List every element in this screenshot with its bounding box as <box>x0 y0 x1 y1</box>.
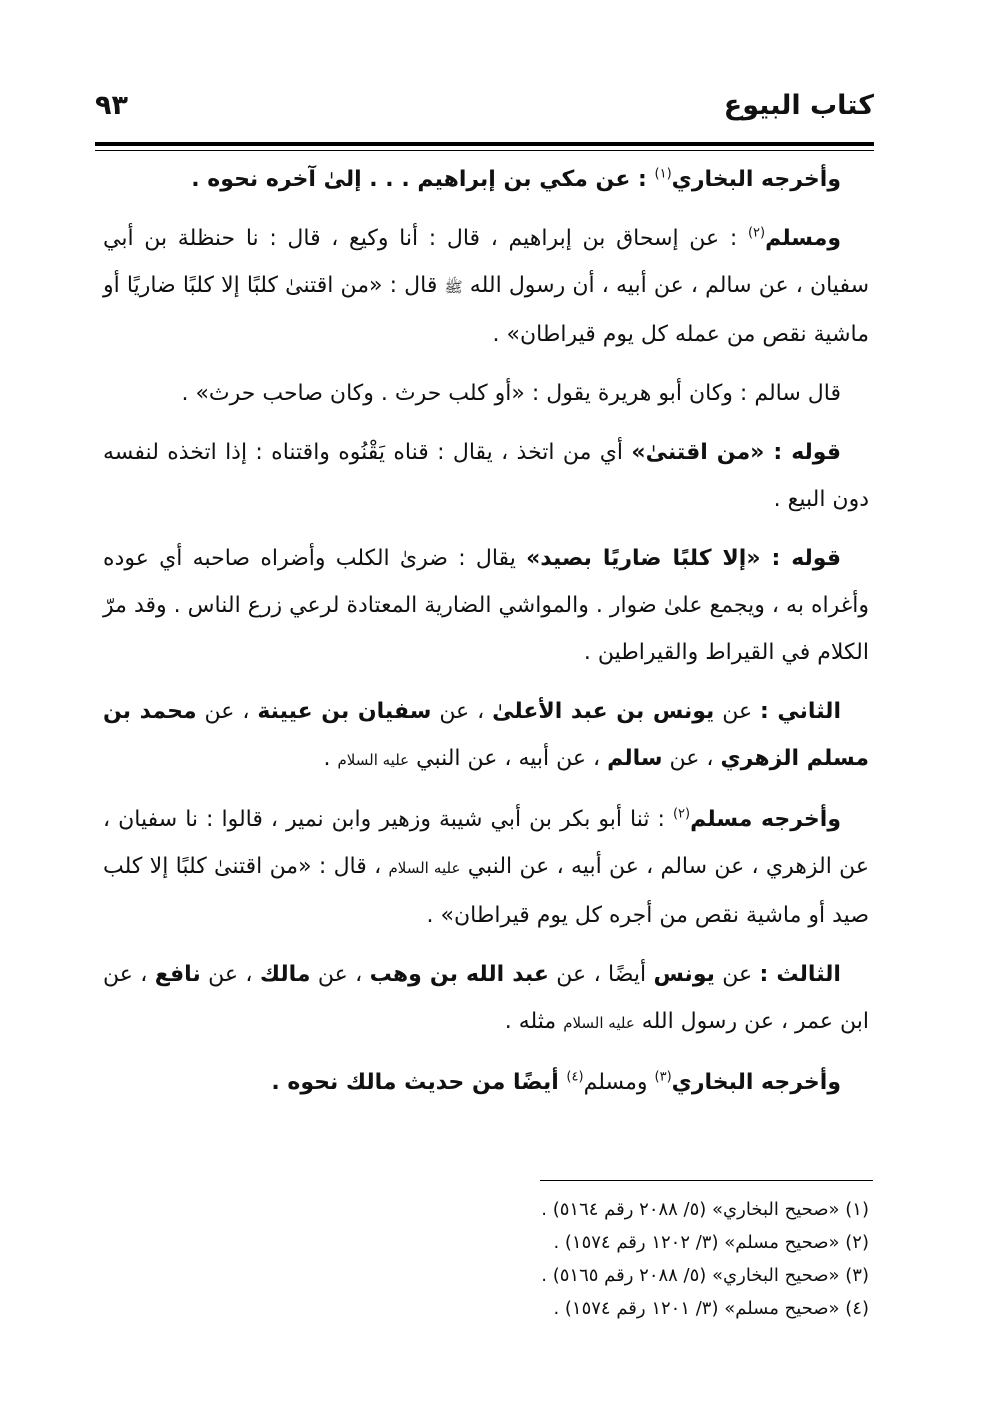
footnote-ref: (٣) <box>654 1069 672 1085</box>
footnote-3: (٣) «صحيح البخاري» (٥/ ٢٠٨٨ رقم ٥١٦٥) . <box>541 1265 869 1286</box>
paragraph-5 <box>103 535 869 676</box>
book-title: كتاب البيوع <box>723 90 874 121</box>
footnote-4: (٤) «صحيح مسلم» (٣/ ١٢٠١ رقم ١٥٧٤) . <box>553 1298 869 1319</box>
paragraph-text: عن <box>714 962 760 987</box>
paragraph-text: : عن إسحاق بن إبراهيم ، قال : أنا وكيع ، قال : نا حنظلة بن أبي سفيان ، عن سالم ، عن أبيه ، أن رسول الله <box>103 226 870 298</box>
footnote-ref: (٢) <box>747 225 766 241</box>
paragraph-lead: وأخرجه البخاري <box>671 1070 841 1095</box>
footnote-1: (١) «صحيح البخاري» (٥/ ٢٠٨٨ رقم ٥١٦٤) . <box>541 1199 869 1220</box>
narrator-name: يونس <box>653 962 715 987</box>
paragraph-8 <box>103 951 869 1047</box>
narrator-name: سفيان بن عيينة <box>257 699 432 724</box>
paragraph-lead: قوله : «من اقتنىٰ» <box>631 440 841 465</box>
paragraph-lead: الثالث : <box>759 962 841 987</box>
paragraph-lead: قوله : «إلا كلبًا ضاريًا بصيد» <box>526 546 841 571</box>
paragraph-text: ، قال : «من اقتنىٰ كلبًا إلا كلب صيد أو ماشية نقص من أجره كل يوم قيراطان» . <box>103 854 869 928</box>
narrator-name: يونس بن عبد الأعلىٰ <box>492 699 715 724</box>
honorific-glyph: عليه السلام <box>337 751 410 769</box>
honorific-glyph: عليه السلام <box>388 859 461 877</box>
paragraph-6 <box>103 688 869 784</box>
paragraph-lead: وأخرجه مسلم <box>690 807 841 832</box>
footnote-separator <box>540 1180 873 1181</box>
honorific-glyph: عليه السلام <box>563 1014 635 1032</box>
footnote-2: (٢) «صحيح مسلم» (٣/ ١٢٠٢ رقم ١٥٧٤) . <box>553 1232 869 1253</box>
paragraph-text: . <box>323 746 338 771</box>
paragraph-text: قال : «من اقتنىٰ كلبًا إلا كلبًا ضاريًا أو ماشية نقص من عمله كل يوم قيراطان» . <box>103 273 869 347</box>
paragraph-text: ومسلم <box>583 1070 655 1095</box>
page-number: ٩٣ <box>95 90 128 121</box>
paragraph-lead: وأخرجه البخاري <box>671 167 841 192</box>
header-rule-thin <box>95 150 874 151</box>
paragraph-text: يقال : ضرىٰ الكلب وأضراه صاحبه أي عوده وأغراه به ، ويجمع علىٰ ضوار . والمواشي الضارية المعتادة لرعي زرع الناس . وقد مرّ الكلام في القيراط والقيراطين . <box>103 546 869 665</box>
paragraph-text: ، عن <box>196 699 258 724</box>
paragraph-text: ، عن <box>200 962 260 987</box>
paragraph-text: أي من اتخذ ، يقال : قناه يَقْنُوه واقتناه : إذا اتخذه لنفسه دون البيع . <box>103 440 869 512</box>
footnote-ref: (١) <box>654 166 672 182</box>
paragraph-text: ، عن أبيه ، عن النبي <box>409 746 608 771</box>
paragraph-text: قال سالم : وكان أبو هريرة يقول : «أو كلب حرث . وكان صاحب حرث» . <box>181 381 841 406</box>
paragraph-text: أيضًا ، عن <box>548 962 654 987</box>
paragraph-lead: ومسلم <box>765 226 841 251</box>
page-header <box>95 86 874 130</box>
paragraph-9 <box>103 1059 869 1106</box>
paragraph-text: ، عن <box>310 962 370 987</box>
honorific-glyph: ﷺ <box>444 278 463 296</box>
paragraph-text: ، عن ابن عمر ، عن رسول الله <box>103 962 869 1034</box>
paragraph-text: عن <box>714 699 761 724</box>
footnotes <box>103 1193 869 1325</box>
paragraph-3 <box>103 370 869 417</box>
paragraph-text: ، عن <box>662 746 721 771</box>
header-rule-thick <box>95 142 874 146</box>
narrator-name: مالك <box>259 962 311 987</box>
narrator-name: محمد بن مسلم الزهري <box>103 699 869 771</box>
footnote-ref: (٢) <box>672 806 691 822</box>
paragraph-text: ، عن <box>431 699 493 724</box>
paragraph-7 <box>103 796 869 939</box>
paragraph-lead: الثاني : <box>760 699 841 724</box>
paragraph-1 <box>103 156 869 203</box>
paragraph-2 <box>103 215 869 358</box>
paragraph-text: أيضًا من حديث مالك نحوه . <box>271 1070 567 1095</box>
narrator-name: سالم <box>607 746 663 771</box>
paragraph-4 <box>103 429 869 523</box>
narrator-name: نافع <box>154 962 201 987</box>
footnote-ref: (٤) <box>566 1069 584 1085</box>
main-text <box>103 156 869 1118</box>
paragraph-text: : ثنا أبو بكر بن أبي شيبة وزهير وابن نمير ، قالوا : نا سفيان ، عن الزهري ، عن سالم ، عن أبيه ، عن النبي <box>103 807 870 879</box>
paragraph-text: مثله . <box>504 1009 564 1034</box>
paragraph-text: : عن مكي بن إبراهيم . . . إلىٰ آخره نحوه . <box>191 167 655 192</box>
narrator-name: عبد الله بن وهب <box>369 962 549 987</box>
